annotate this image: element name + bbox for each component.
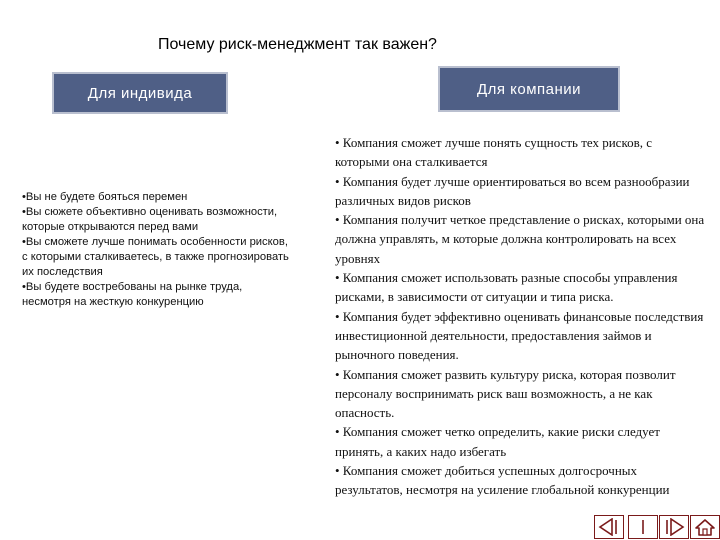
play-icon [632,518,654,536]
previous-button[interactable] [594,515,624,539]
list-item: • Компания будет эффективно оценивать финансовые последствия инвестиционной деятельности, предоставления займов и рыночного поведения. [335,308,704,363]
list-item: •Вы сможете лучше понимать особенности рисков, с которыми сталкиваетесь, в также прогнозировать их последствия [22,236,289,278]
home-icon [694,518,716,536]
slide-title: Почему риск-менеджмент так важен? [158,36,437,53]
list-item: • Компания сможет лучше понять сущность тех рисков, с которыми она сталкивается [335,135,653,170]
individual-header-box [52,72,228,114]
list-item: •Вы сюжете объективно оценивать возможности, которые открываются перед вами [22,206,278,233]
play-button[interactable] [628,515,658,539]
previous-icon [598,518,620,536]
list-item: •Вы не будете бояться перемен [22,191,188,203]
next-button[interactable] [659,515,689,539]
individual-header-label: Для индивида [87,84,193,102]
company-benefits-list [335,133,707,500]
list-item: • Компания сможет использовать разные способы управления рисками, в зависимости от ситуации и типа риска. [335,270,678,305]
list-item: • Компания будет лучше ориентироваться во всем разнообразии различных видов рисков [335,173,690,208]
company-header-box [438,66,620,112]
list-item: • Компания получит четкое представление о рисках, которыми она должна управлять, м которые должна контролировать на всех уровнях [335,212,705,266]
list-item: • Компания сможет четко определить, какие риски следует принять, а каких надо избегать [335,424,660,459]
list-item: •Вы будете востребованы на рынке труда, несмотря на жесткую конкуренцию [22,281,243,308]
next-icon [663,518,685,536]
home-button[interactable] [690,515,720,539]
list-item: • Компания сможет добиться успешных долгосрочных результатов, несмотря на усиление глобальной конкуренции [335,463,670,498]
list-item: • Компания сможет развить культуру риска, которая позволит персоналу воспринимать риск ваш возможность, а не как опасность. [335,366,676,421]
company-header-label: Для компании [476,80,582,98]
individual-benefits-list [22,190,292,310]
